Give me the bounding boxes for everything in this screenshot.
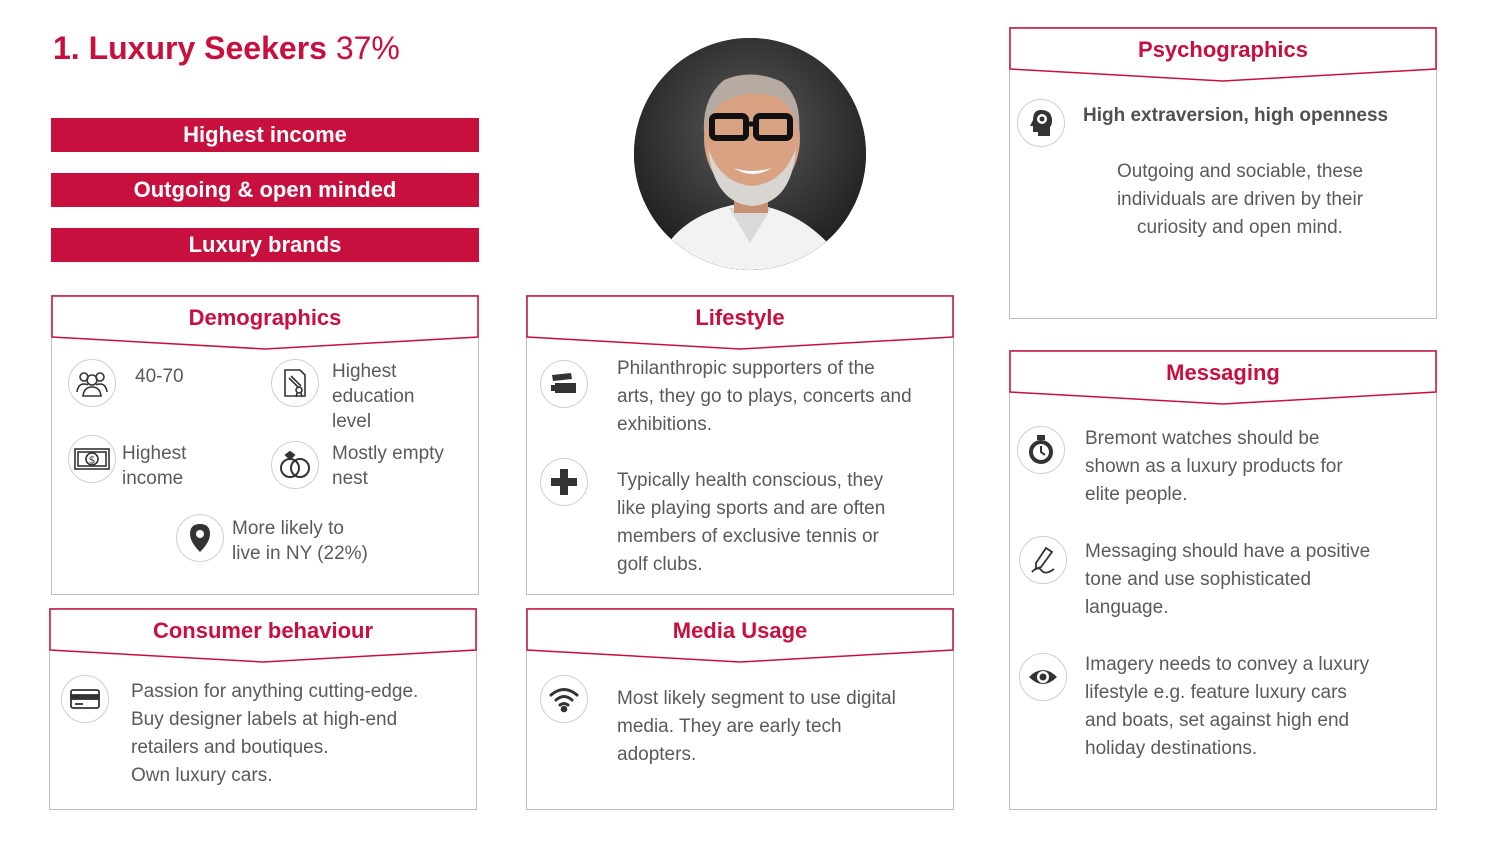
tag-luxury-brands: Luxury brands: [51, 228, 479, 262]
consumer-behaviour-heading: Consumer behaviour: [152, 618, 374, 643]
stopwatch-icon: [1017, 426, 1065, 474]
people-icon: [68, 359, 116, 407]
certificate-icon: [271, 359, 319, 407]
tag-highest-income: Highest income: [51, 118, 479, 152]
nest-text: Mostly empty nest: [332, 443, 444, 489]
age-range: 40-70: [135, 366, 184, 387]
pen-signature-icon: [1019, 536, 1067, 584]
psychographics-subtitle: High extraversion, high openness: [1083, 105, 1389, 126]
demographics-panel: [51, 295, 479, 595]
location-pin-icon: [176, 514, 224, 562]
income-text: Highest income: [122, 443, 187, 489]
messaging-text-3: Imagery needs to convey a luxury lifestyle e.g. feature luxury cars and boats, set against high end holiday destinations.: [1085, 654, 1370, 759]
media-usage-panel: [526, 608, 954, 810]
lifestyle-text-1: Philanthropic supporters of the arts, they go to plays, concerts and exhibitions.: [617, 358, 912, 435]
eye-icon: [1019, 653, 1067, 701]
messaging-text-1: Bremont watches should be shown as a luxury products for elite people.: [1085, 428, 1343, 505]
consumer-behaviour-panel: [49, 608, 477, 810]
messaging-panel: [1009, 350, 1437, 810]
psychographics-panel: [1009, 27, 1437, 319]
demographics-heading: Demographics: [188, 305, 342, 330]
brain-head-icon: [1017, 99, 1065, 147]
theatre-ticket-icon: [540, 360, 588, 408]
consumer-text: Passion for anything cutting-edge. Buy designer labels at high-end retailers and boutiques. Own luxury cars.: [131, 681, 419, 786]
segment-name: 1. Luxury Seekers: [53, 30, 327, 66]
messaging-heading: Messaging: [1166, 360, 1280, 385]
lifestyle-heading: Lifestyle: [695, 305, 785, 330]
money-icon: [68, 435, 116, 483]
messaging-text-2: Messaging should have a positive tone and use sophisticated language.: [1085, 541, 1371, 618]
psychographics-heading: Psychographics: [1138, 37, 1308, 62]
lifestyle-text-2: Typically health conscious, they like playing sports and are often members of exclusive tennis or golf clubs.: [617, 470, 886, 575]
svg-text:$: $: [88, 453, 96, 467]
health-cross-icon: [540, 458, 588, 506]
credit-card-icon: [61, 675, 109, 723]
persona-portrait: [634, 38, 866, 270]
education-text: Highest education level: [332, 361, 415, 432]
psychographics-text: Outgoing and sociable, these individuals are driven by their curiosity and open mind.: [1116, 161, 1364, 238]
wifi-icon: [540, 675, 588, 723]
page-title: [53, 30, 400, 67]
media-text: Most likely segment to use digital media. They are early tech adopters.: [617, 688, 896, 765]
rings-icon: [271, 441, 319, 489]
media-usage-heading: Media Usage: [672, 618, 808, 643]
location-text: More likely to live in NY (22%): [232, 518, 368, 564]
lifestyle-panel: [526, 295, 954, 595]
tag-outgoing: Outgoing & open minded: [51, 173, 479, 207]
segment-percent: 37%: [335, 30, 400, 66]
